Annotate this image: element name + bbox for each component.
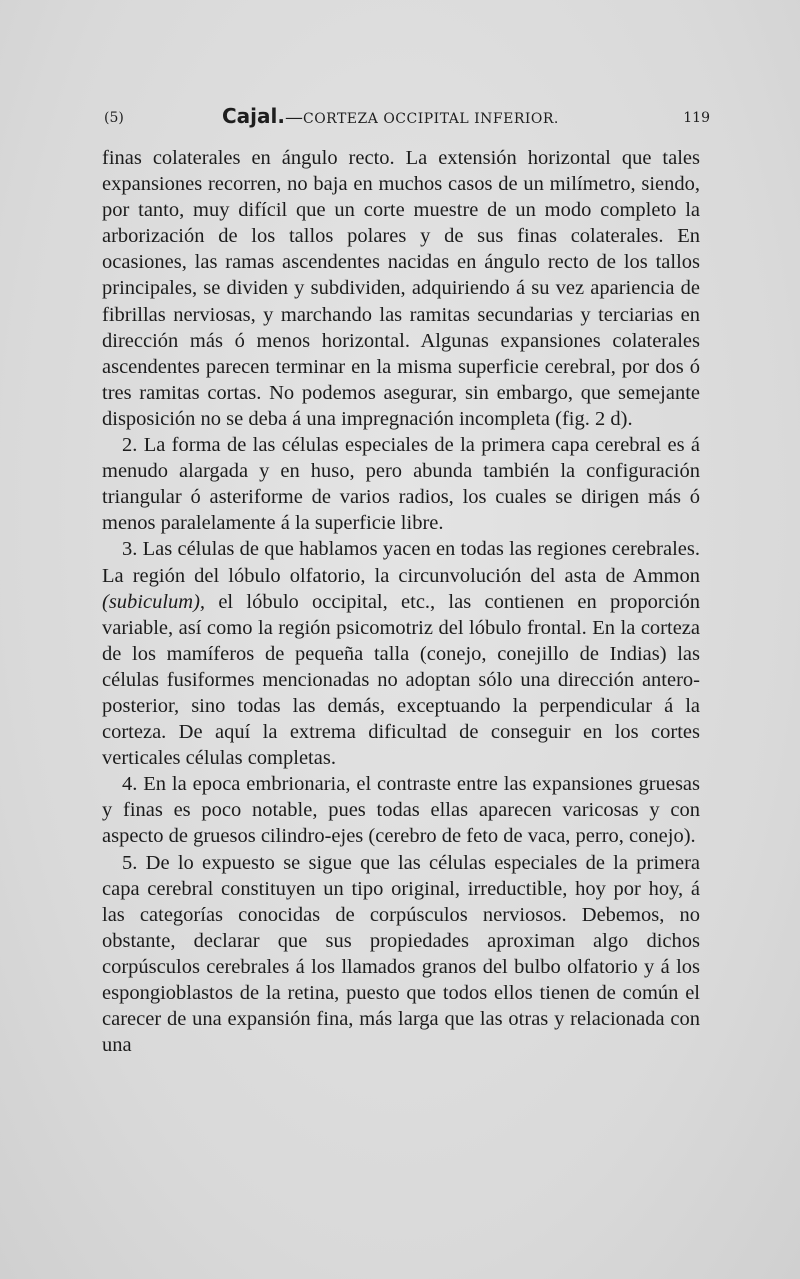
running-header <box>104 104 710 134</box>
page-number: 119 <box>683 110 710 126</box>
article-title: CORTEZA OCCIPITAL INFERIOR. <box>302 111 559 127</box>
numbered-paragraph-3 <box>102 536 700 771</box>
paragraph-number: 5. <box>122 851 138 874</box>
paragraph-number: 2. <box>122 434 138 457</box>
paragraph-number: 4. <box>122 773 138 796</box>
paragraph-text: finas colaterales en ángulo recto. La extensión horizontal que tales expansiones recorren, no baja en muchos casos de un milímetro, siendo, por tanto, muy difícil que un corte muestre de un modo completo la arborización de los tallos polares y de sus finas colaterales. En ocasiones, las ramas ascendentes nacidas en ángulo recto de los tallos principales, se dividen y subdividen, adquiriendo á su vez apariencia de fibrillas nerviosas, y marchando las ramitas secundarias y terciarias en dirección más ó menos horizontal. Algunas expansiones colaterales ascendentes parecen terminar en la misma superficie cerebral, por dos ó tres ramitas cortas. No podemos asegurar, sin embargo, que semejante disposición no se deba á una impregnación incompleta (fig. 2 d). <box>102 147 700 430</box>
running-title <box>222 104 559 128</box>
paragraph-continuation <box>102 145 700 432</box>
paragraph-text: La forma de las células especiales de la primera capa cerebral es á menudo alargada y en huso, pero abunda también la configuración triangular ó asteriforme de varios radios, los cuales se dirigen más ó menos paralelamente á la superficie libre. <box>102 434 700 535</box>
paragraph-text: Las células de que hablamos yacen en todas las regiones cerebrales. La región del lóbulo olfatorio, la circunvolución del asta de Ammon <box>102 538 700 587</box>
body-text <box>102 145 700 1058</box>
numbered-paragraph-4 <box>102 771 700 849</box>
author-name: Cajal. <box>222 104 285 128</box>
numbered-paragraph-2 <box>102 432 700 536</box>
title-dash: — <box>284 107 303 128</box>
numbered-paragraph-5 <box>102 850 700 1059</box>
italic-term: (subiculum), <box>102 590 206 613</box>
paragraph-number: 3. <box>122 538 138 561</box>
section-reference: (5) <box>104 110 124 126</box>
paragraph-text: De lo expuesto se sigue que las células especiales de la primera capa cerebral constituyen un tipo original, irreductible, hoy por hoy, á las categorías conocidas de corpúsculos nerviosos. Debemos, no obstante, declarar que sus propiedades aproximan algo dichos corpúsculos cerebrales á los llamados granos del bulbo olfatorio y á los espongioblastos de la retina, puesto que todos ellos tienen de común el carecer de una expansión fina, más larga que las otras y relacionada con una <box>102 851 700 1057</box>
paragraph-text: el lóbulo occipital, etc., las contienen en proporción variable, así como la región psicomotriz del lóbulo frontal. En la corteza de los mamíferos de pequeña talla (conejo, conejillo de Indias) las células fusiformes mencionadas no adoptan sólo una dirección antero-posterior, sino todas las demás, exceptuando la perpendicular á la corteza. De aquí la extrema dificultad de conseguir en los cortes verticales células completas. <box>102 590 700 770</box>
paragraph-text: En la epoca embrionaria, el contraste entre las expansiones gruesas y finas es poco notable, pues todas ellas aparecen varicosas y con aspecto de gruesos cilindro-ejes (cerebro de feto de vaca, perro, conejo). <box>102 773 700 848</box>
